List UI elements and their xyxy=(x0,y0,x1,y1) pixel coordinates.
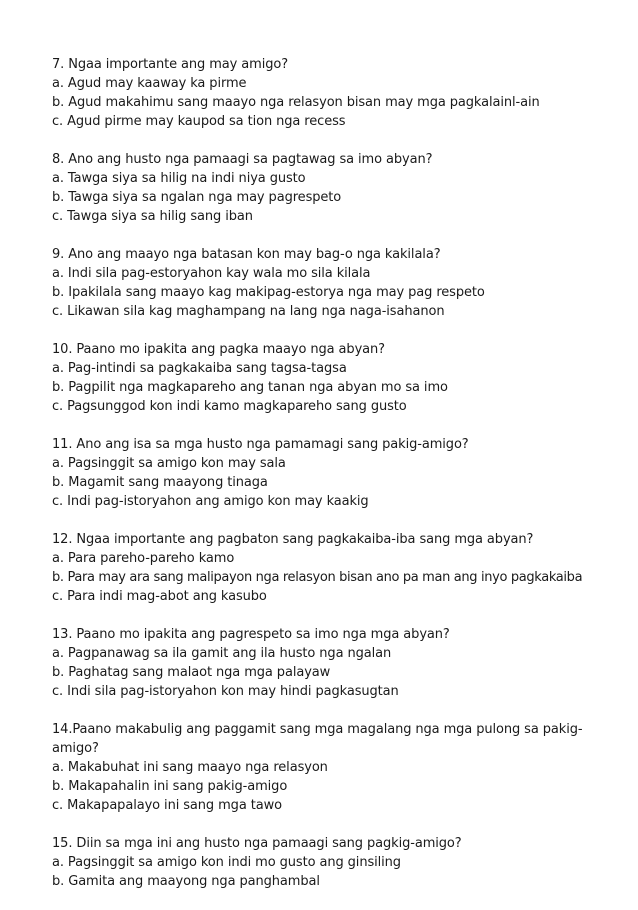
option-b: b. Pagpilit nga magkapareho ang tanan nga abyan mo sa imo xyxy=(52,380,448,395)
option-a: a. Pag-intindi sa pagkakaiba sang tagsa-tagsa xyxy=(52,361,347,376)
worksheet-document xyxy=(52,55,612,910)
option-a: a. Para pareho-pareho kamo xyxy=(52,551,235,566)
option-b: b. Para may ara sang malipayon nga relasyon bisan ano pa man ang inyo pagkakaiba xyxy=(52,570,583,585)
option-c: c. Likawan sila kag maghampang na lang nga naga-isahanon xyxy=(52,304,445,319)
option-c: c. Agud pirme may kaupod sa tion nga recess xyxy=(52,114,346,129)
option-b: b. Paghatag sang malaot nga mga palayaw xyxy=(52,665,331,680)
option-a: a. Pagpanawag sa ila gamit ang ila husto nga ngalan xyxy=(52,646,392,661)
question-7 xyxy=(52,55,612,131)
question-14 xyxy=(52,720,612,815)
question-text: 14.Paano makabulig ang paggamit sang mga magalang nga mga pulong sa pakig-amigo? xyxy=(52,722,583,756)
option-b: b. Ipakilala sang maayo kag makipag-estorya nga may pag respeto xyxy=(52,285,485,300)
option-c: c. Makapapalayo ini sang mga tawo xyxy=(52,798,282,813)
question-12 xyxy=(52,530,612,606)
option-b: b. Agud makahimu sang maayo nga relasyon bisan may mga pagkalainl-ain xyxy=(52,95,540,110)
option-c: c. Tawga siya sa hilig sang iban xyxy=(52,209,253,224)
option-a: a. Agud may kaaway ka pirme xyxy=(52,76,247,91)
question-10 xyxy=(52,340,612,416)
question-text: 13. Paano mo ipakita ang pagrespeto sa imo nga mga abyan? xyxy=(52,627,450,642)
option-c: c. Pagsunggod kon indi kamo magkapareho sang gusto xyxy=(52,399,407,414)
option-c: c. Indi pag-istoryahon ang amigo kon may kaakig xyxy=(52,494,369,509)
option-c: c. Para indi mag-abot ang kasubo xyxy=(52,589,267,604)
question-text: 10. Paano mo ipakita ang pagka maayo nga abyan? xyxy=(52,342,385,357)
question-8 xyxy=(52,150,612,226)
option-a: a. Pagsinggit sa amigo kon indi mo gusto ang ginsiling xyxy=(52,855,401,870)
option-a: a. Pagsinggit sa amigo kon may sala xyxy=(52,456,286,471)
question-text: 7. Ngaa importante ang may amigo? xyxy=(52,57,289,72)
option-c: c. Indi sila pag-istoryahon kon may hindi pagkasugtan xyxy=(52,684,399,699)
option-a: a. Indi sila pag-estoryahon kay wala mo sila kilala xyxy=(52,266,371,281)
question-text: 12. Ngaa importante ang pagbaton sang pagkakaiba-iba sang mga abyan? xyxy=(52,532,534,547)
option-b: b. Magamit sang maayong tinaga xyxy=(52,475,268,490)
question-15 xyxy=(52,834,612,891)
question-text: 11. Ano ang isa sa mga husto nga pamamagi sang pakig-amigo? xyxy=(52,437,469,452)
question-text: 8. Ano ang husto nga pamaagi sa pagtawag sa imo abyan? xyxy=(52,152,433,167)
option-b: b. Tawga siya sa ngalan nga may pagrespeto xyxy=(52,190,342,205)
option-a: a. Tawga siya sa hilig na indi niya gusto xyxy=(52,171,306,186)
option-a: a. Makabuhat ini sang maayo nga relasyon xyxy=(52,760,328,775)
question-text: 9. Ano ang maayo nga batasan kon may bag-o nga kakilala? xyxy=(52,247,441,262)
question-11 xyxy=(52,435,612,511)
question-text: 15. Diin sa mga ini ang husto nga pamaagi sang pagkig-amigo? xyxy=(52,836,462,851)
option-b: b. Makapahalin ini sang pakig-amigo xyxy=(52,779,288,794)
question-13 xyxy=(52,625,612,701)
option-b: b. Gamita ang maayong nga panghambal xyxy=(52,874,320,889)
question-9 xyxy=(52,245,612,321)
